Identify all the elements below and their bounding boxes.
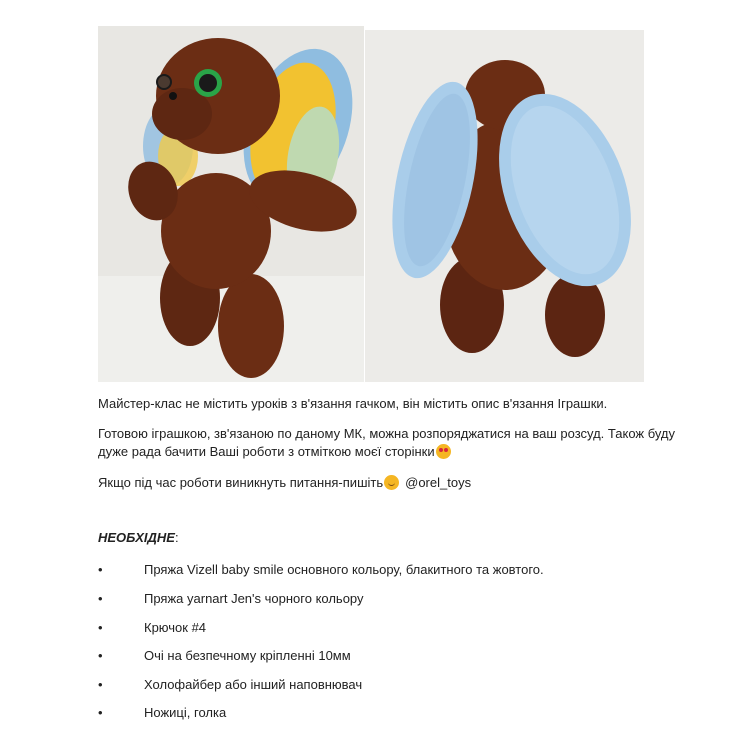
smile-emoji-icon — [384, 475, 399, 490]
list-item-text: Ножиці, голка — [144, 705, 227, 720]
list-item-text: Холофайбер або інший наповнювач — [144, 677, 363, 692]
front-view-photo — [98, 26, 364, 382]
instagram-handle[interactable]: @orel_toys — [405, 475, 472, 490]
list-item-text: Пряжа Vizell baby smile основного кольору, блакитного та жовтого. — [144, 562, 544, 577]
bullet-icon: • — [98, 562, 103, 577]
intro-text-2a: Готовою іграшкою, зв'язаною по даному МК, можна розпоряджатися на ваш розсуд. Також буду — [98, 426, 676, 441]
list-item — [98, 591, 658, 611]
list-item — [98, 648, 658, 668]
section-title-text: НЕОБХІДНЕ — [98, 530, 175, 545]
heart-eyes-emoji-icon — [436, 444, 451, 459]
section-title-colon: : — [174, 530, 179, 545]
list-item-text: Очі на безпечному кріпленні 10мм — [144, 648, 351, 663]
list-item-text: Пряжа yarnart Jen's чорного кольору — [144, 591, 364, 606]
bullet-icon: • — [98, 677, 103, 692]
intro-text-3-content: Якщо під час роботи виникнуть питання-пишіть — [98, 475, 384, 490]
bullet-icon: • — [98, 620, 103, 635]
intro-text-3 — [98, 473, 698, 493]
list-item — [98, 620, 658, 640]
list-item — [98, 562, 658, 582]
bullet-icon: • — [98, 648, 103, 663]
list-item — [98, 705, 658, 725]
intro-text-2b-content: дуже рада бачити Ваші роботи з отміткою моєї сторінки — [98, 444, 435, 459]
list-item-text: Крючок #4 — [144, 620, 207, 635]
bullet-icon: • — [98, 705, 103, 720]
back-view-photo — [365, 30, 644, 382]
intro-text-1: Майстер-клас не містить уроків з в'язання гачком, він містить опис в'язання Іграшки. — [98, 396, 608, 411]
toy-front-illustration — [98, 26, 364, 382]
bullet-icon: • — [98, 591, 103, 606]
section-title — [98, 530, 179, 545]
list-item — [98, 677, 658, 697]
intro-text-2b — [98, 442, 698, 462]
toy-back-illustration — [365, 30, 644, 382]
